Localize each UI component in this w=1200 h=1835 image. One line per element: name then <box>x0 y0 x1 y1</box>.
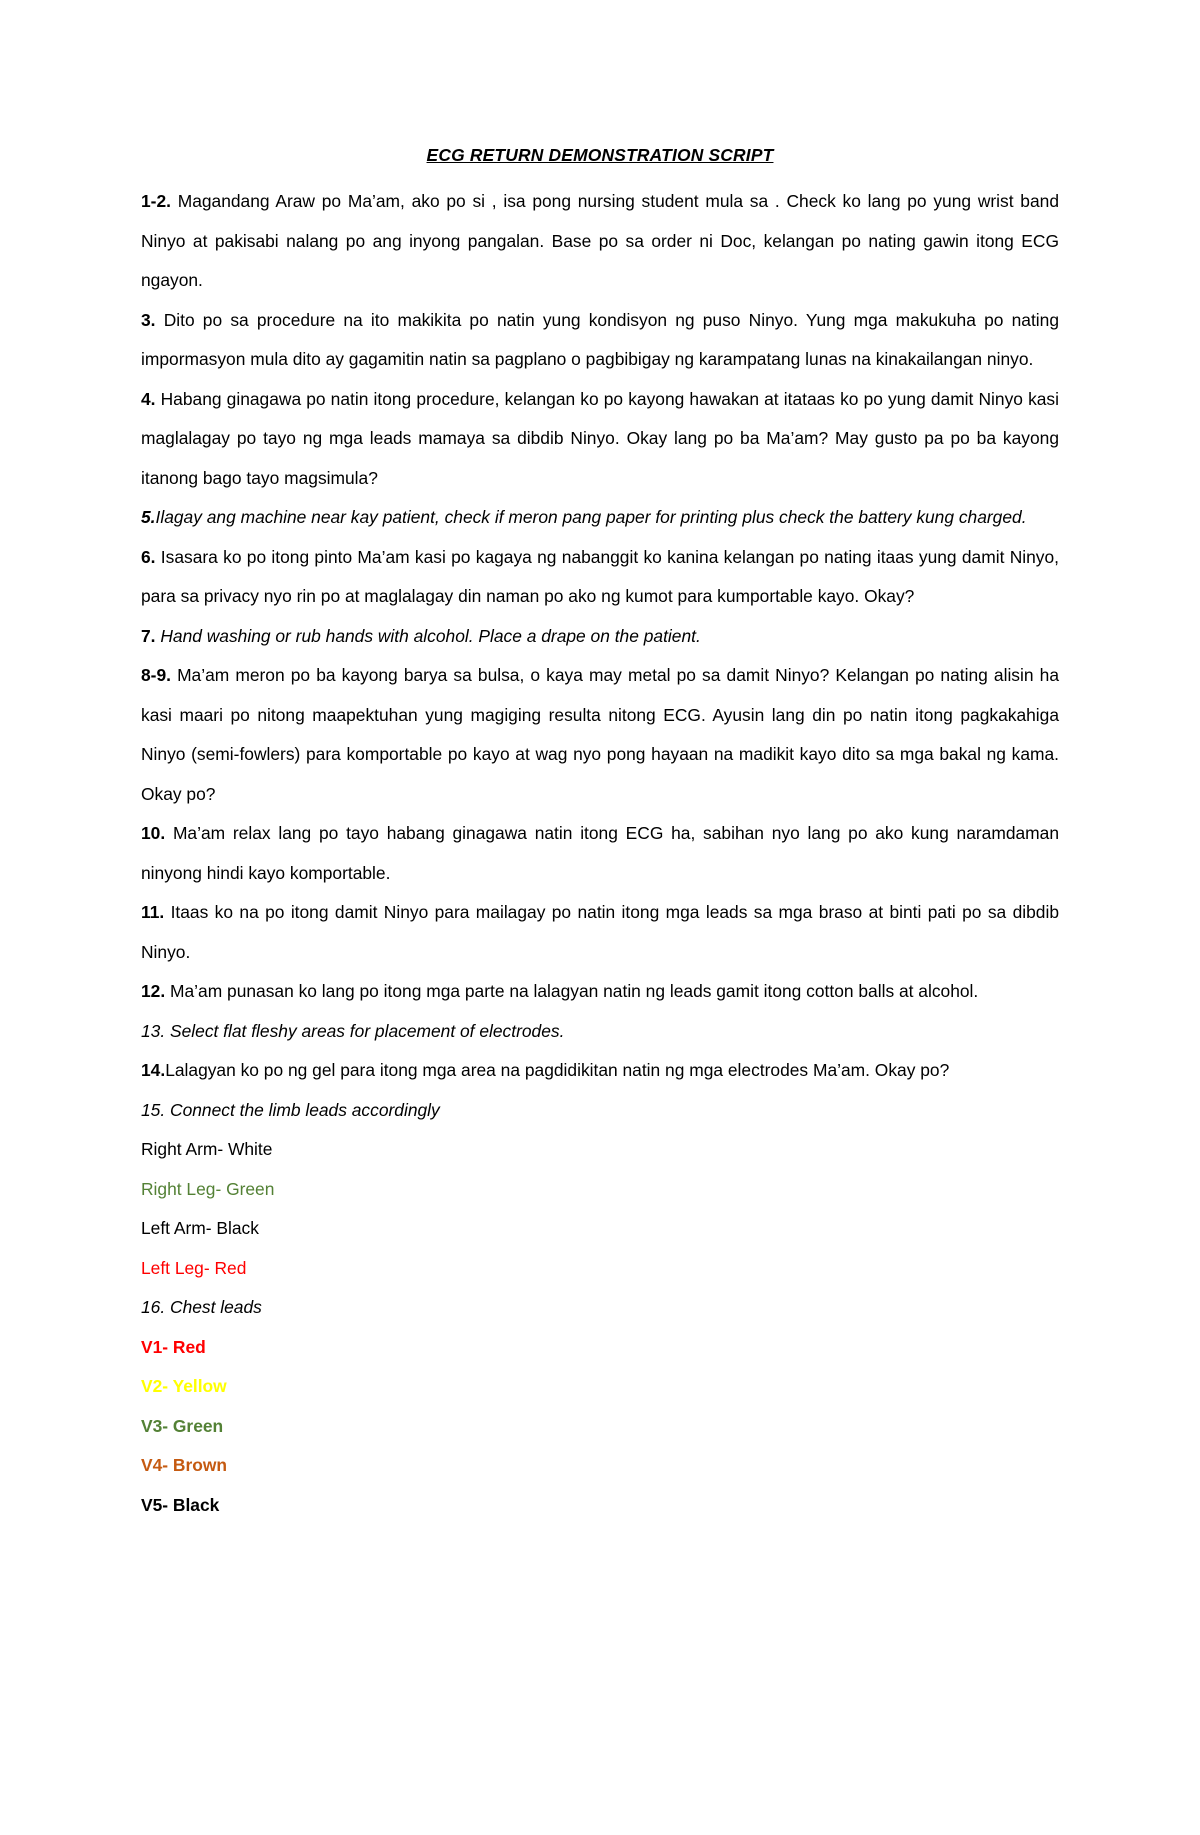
step-number: 15. <box>141 1099 166 1120</box>
document-title: ECG RETURN DEMONSTRATION SCRIPT <box>426 145 774 165</box>
step-number: 4. <box>141 388 156 409</box>
step-1-2 <box>141 182 1059 301</box>
step-text: Dito po sa procedure na ito makikita po natin yung kondisyon ng puso Ninyo. Yung mga makukuha po nating impormasyon mula dito ay gagamitin natin sa pagplano o pagbibigay ng karampatang lunas na kinakailangan ninyo. <box>141 309 1059 369</box>
chest-leads-heading: 16. Chest leads <box>141 1297 262 1317</box>
step-text: Isasara ko po itong pinto Ma’am kasi po kagaya ng nabanggit ko kanina kelangan po nating itaas yung damit Ninyo, para sa privacy nyo rin po at maglalagay din naman po ako ng kumot para kumportable kayo. Okay? <box>141 546 1059 606</box>
step-text: Connect the limb leads accordingly <box>165 1099 440 1120</box>
step-12 <box>141 972 1059 1012</box>
step-text: Hand washing or rub hands with alcohol. Place a drape on the patient. <box>155 625 701 646</box>
step-4 <box>141 380 1059 499</box>
step-text: Magandang Araw po Ma’am, ako po si , isa pong nursing student mula sa . Check ko lang po yung wrist band Ninyo at pakisabi nalang po ang inyong pangalan. Base po sa order ni Doc, kelangan po nating gawin itong ECG ngayon. <box>141 191 1059 290</box>
step-7 <box>141 617 1059 657</box>
chest-lead-v4: V4- Brown <box>141 1455 227 1475</box>
step-number: 10. <box>141 823 166 843</box>
step-15 <box>141 1091 1059 1131</box>
step-13 <box>141 1012 1059 1052</box>
step-text: Ma’am punasan ko lang po itong mga parte na lalagyan natin ng leads gamit itong cotton balls at alcohol. <box>165 981 979 1001</box>
limb-lead-right-leg: Right Leg- Green <box>141 1178 275 1199</box>
chest-lead-v5: V5- Black <box>141 1494 220 1515</box>
step-6 <box>141 538 1059 617</box>
step-11 <box>141 893 1059 972</box>
step-number: 5. <box>141 507 156 527</box>
step-number: 13. <box>141 1020 166 1041</box>
step-10 <box>141 814 1059 893</box>
step-number: 3. <box>141 309 156 330</box>
limb-lead-left-leg: Left Leg- Red <box>141 1257 247 1278</box>
step-number: 6. <box>141 546 156 567</box>
chest-leads-list <box>141 1328 1059 1526</box>
step-number: 14. <box>141 1060 166 1080</box>
step-text: Ilagay ang machine near kay patient, check if meron pang paper for printing plus check the battery kung charged. <box>155 507 1027 527</box>
chest-lead-v1: V1- Red <box>141 1336 206 1357</box>
limb-lead-right-arm: Right Arm- White <box>141 1139 273 1159</box>
step-14 <box>141 1051 1059 1091</box>
chest-lead-v3: V3- Green <box>141 1415 224 1436</box>
step-text: Ma’am relax lang po tayo habang ginagawa natin itong ECG ha, sabihan nyo lang po ako kung naramdaman ninyong hindi kayo komportable. <box>141 823 1059 883</box>
limb-lead-left-arm: Left Arm- Black <box>141 1218 259 1238</box>
step-3 <box>141 301 1059 380</box>
step-text: Habang ginagawa po natin itong procedure, kelangan ko po kayong hawakan at itataas ko po yung damit Ninyo kasi maglalagay po tayo ng mga leads mamaya sa dibdib Ninyo. Okay lang po ba Ma’am? May gusto pa po ba kayong itanong bago tayo magsimula? <box>141 388 1059 488</box>
step-text: Lalagyan ko po ng gel para itong mga area na pagdidikitan natin ng mga electrodes Ma’am. Okay po? <box>165 1060 950 1080</box>
step-text: Select flat fleshy areas for placement of electrodes. <box>165 1020 565 1041</box>
limb-leads-list <box>141 1130 1059 1288</box>
step-text: Itaas ko na po itong damit Ninyo para mailagay po natin itong mga leads sa mga braso at binti pati po sa dibdib Ninyo. <box>141 902 1059 962</box>
step-8-9 <box>141 656 1059 814</box>
step-number: 8-9. <box>141 665 171 685</box>
step-5 <box>141 498 1059 538</box>
step-text: Ma’am meron po ba kayong barya sa bulsa, o kaya may metal po sa damit Ninyo? Kelangan po nating alisin ha kasi maari po nitong maapektuhan yung magiging resulta nitong ECG. Ayusin lang din po natin itong pagkakahiga Ninyo (semi-fowlers) para komportable po kayo at wag nyo pong hayaan na madikit kayo dito sa mga bakal ng kama. Okay po? <box>141 665 1059 804</box>
chest-lead-v2: V2- Yellow <box>141 1376 227 1396</box>
step-number: 1-2. <box>141 191 171 211</box>
step-number: 11. <box>141 902 165 922</box>
step-number: 12. <box>141 981 166 1001</box>
step-number: 7. <box>141 625 156 646</box>
